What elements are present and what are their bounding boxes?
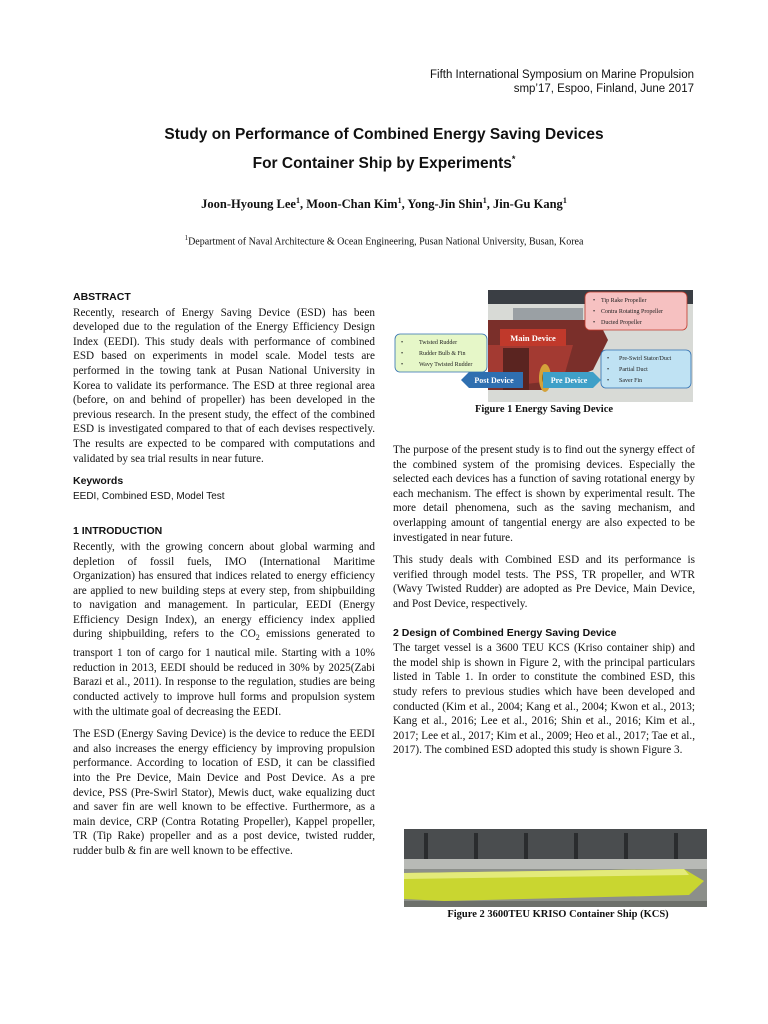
pre-item: Pre-Swirl Stator/Duct: [619, 356, 672, 362]
intro-paragraph-2: The ESD (Energy Saving Device) is the device to reduce the EEDI and also increases the energy efficiency by improving propulsion performance. According to location of ESD, it can be classified into the Pre Device, Main Device and Post Device. As a pre device, PSS (Pre-Swirl Stator), Mewis duct, wake equalizing duct and saver fin are well known to be effective. Furthermore, as a main device, CRP (Contra Rotating Propeller), Kappel propeller, TR (Tip Rake) propeller and as a post device, twisted rudder, rudder bulb & fin are well known to be effective.: [73, 728, 375, 858]
figure-1-caption: Figure 1 Energy Saving Device: [474, 404, 614, 415]
paper-title: [0, 122, 768, 176]
title-line-1: Study on Performance of Combined Energy Saving Devices: [164, 126, 604, 143]
svg-text:•: •: [607, 367, 610, 373]
author-list: Joon-Hyoung Lee$^1$, Moon-Chan Kim$^1$, Yong-Jin Shin$^1$, Jin-Gu Kang$^1$: [201, 196, 567, 212]
post-device-label: Post Device: [474, 376, 514, 385]
svg-text:•: •: [607, 356, 610, 362]
author: Joon-Hyoung Lee$^1$: [201, 196, 300, 212]
pre-item: Saver Fin: [619, 378, 643, 384]
main-item: Contra Rotating Propeller: [601, 309, 663, 315]
section-2-paragraph: The target vessel is a 3600 TEU KCS (Kriso container ship) and the model ship is shown in Figure 2, with the principal particulars listed in Table 1. In order to constitute the combined ESD, this study refers to previous studies which have been developed and conducted (Kim et al., 2004; Kang et al., 2004; Kwon et al., 2013; Kang et al., 2016; Lee et al., 2016; Shin et al., 2016; Kim et al., 2017; Lee et al., 2017; Kim et al., 2009; Heo et al., 2017; Tae et al., 2017). The combined ESD adopted this study is shown Figure 3.: [393, 642, 695, 757]
keywords-text: EEDI, Combined ESD, Model Test: [73, 490, 225, 502]
main-item: Ducted Propeller: [601, 320, 642, 326]
right-column: [393, 443, 695, 766]
conference-info: [430, 68, 694, 96]
svg-text:•: •: [593, 309, 596, 315]
conference-venue: smp’17, Espoo, Finland, June 2017: [513, 83, 694, 95]
figure-1-image: [393, 290, 693, 402]
author: Moon-Chan Kim$^1$: [306, 196, 402, 212]
svg-text:•: •: [401, 340, 404, 346]
pre-device-label: Pre Device: [550, 376, 588, 385]
post-item: Wavy Twisted Rudder: [419, 362, 473, 368]
conference-name: Fifth International Symposium on Marine Propulsion: [430, 69, 694, 81]
intro-paragraph-1: Recently, with the growing concern about global warming and depletion of fossil fuels, IMO (International Maritime Organization) has ensured that indices related to energy efficiency are applied to new building steps at every step, from shipbuilding to navigation and management. In particular, EEDI (Energy Efficiency Design Index), an energy efficiency index applied during shipbuilding, refers to the $CO_2$ emissions generated to transport 1 ton of cargo for 1 nautical mile. Starting with a 10% reduction in 2013, EEDI should be reduced in 30% by 2025(Zabi Barazi et al., 2011). In response to the regulation, studies are being conducted actively to improve hull forms and propulsion system with the ultimate goal of decreasing the EEDI.: [73, 540, 375, 718]
svg-text:•: •: [401, 351, 404, 357]
abstract-text: Recently, research of Energy Saving Device (ESD) has been developed due to the regulation of the Energy Efficiency Design Index (EEDI). This study deals with performance of combined ESD based on experiments in model scale. Model tests are performed in the towing tank at Pusan National University in Korea to validate its performance. The ESD at three regional area (before, on and behind of propeller) has been developed in the previous research. In the present study, the effect of the combined ESD is investigated compared to that of each devises respectively. The results are expected to be compared with computations and validated by sea trial results in near future.: [73, 306, 375, 465]
affiliation: $^1$Department of Naval Architecture & Ocean Engineering, Pusan National University, Busan, Korea: [184, 234, 584, 248]
esd-schematic: [393, 290, 693, 402]
title-line-2: For Container Ship by Experiments*: [252, 154, 516, 173]
intro-heading: 1 INTRODUCTION: [73, 525, 163, 538]
figure-2-image: [404, 829, 707, 907]
post-item: Rudder Bulb & Fin: [419, 351, 466, 357]
abstract-heading: ABSTRACT: [73, 291, 131, 303]
purpose-paragraph: The purpose of the present study is to find out the synergy effect of the combined system of the promising devices. Especially the selected each devices has a function of saving rotational energy by each mechanism. The effect is shown by experimental result. The more detail phenomena, such as the saving mechanism, and overlapping amount of tangential energy are also expected to be investigated in near future.: [393, 444, 695, 544]
main-device-label: Main Device: [510, 333, 556, 343]
keywords-heading: Keywords: [73, 475, 124, 488]
ship-model-photo: [404, 829, 707, 907]
svg-text:•: •: [593, 298, 596, 304]
post-item: Twisted Rudder: [419, 340, 458, 346]
author: Yong-Jin Shin$^1$: [407, 196, 487, 212]
title-footnote-mark: *: [511, 154, 516, 164]
section-2-heading: 2 Design of Combined Energy Saving Device: [393, 626, 617, 639]
author: Jin-Gu Kang$^1$: [493, 196, 567, 212]
figure-2-caption: Figure 2 3600TEU KRISO Container Ship (KCS): [447, 909, 669, 920]
main-item: Tip Rake Propeller: [601, 298, 647, 304]
svg-text:•: •: [401, 362, 404, 368]
study-paragraph: This study deals with Combined ESD and its performance is verified through model tests. The PSS, TR propeller, and WTR (Wavy Twisted Rudder) are adopted as Pre Device, Main Device, and Post Device, respectively.: [393, 554, 695, 610]
left-column: [73, 290, 375, 867]
svg-text:•: •: [607, 378, 610, 384]
pre-item: Partial Duct: [619, 367, 648, 373]
svg-text:•: •: [593, 320, 596, 326]
